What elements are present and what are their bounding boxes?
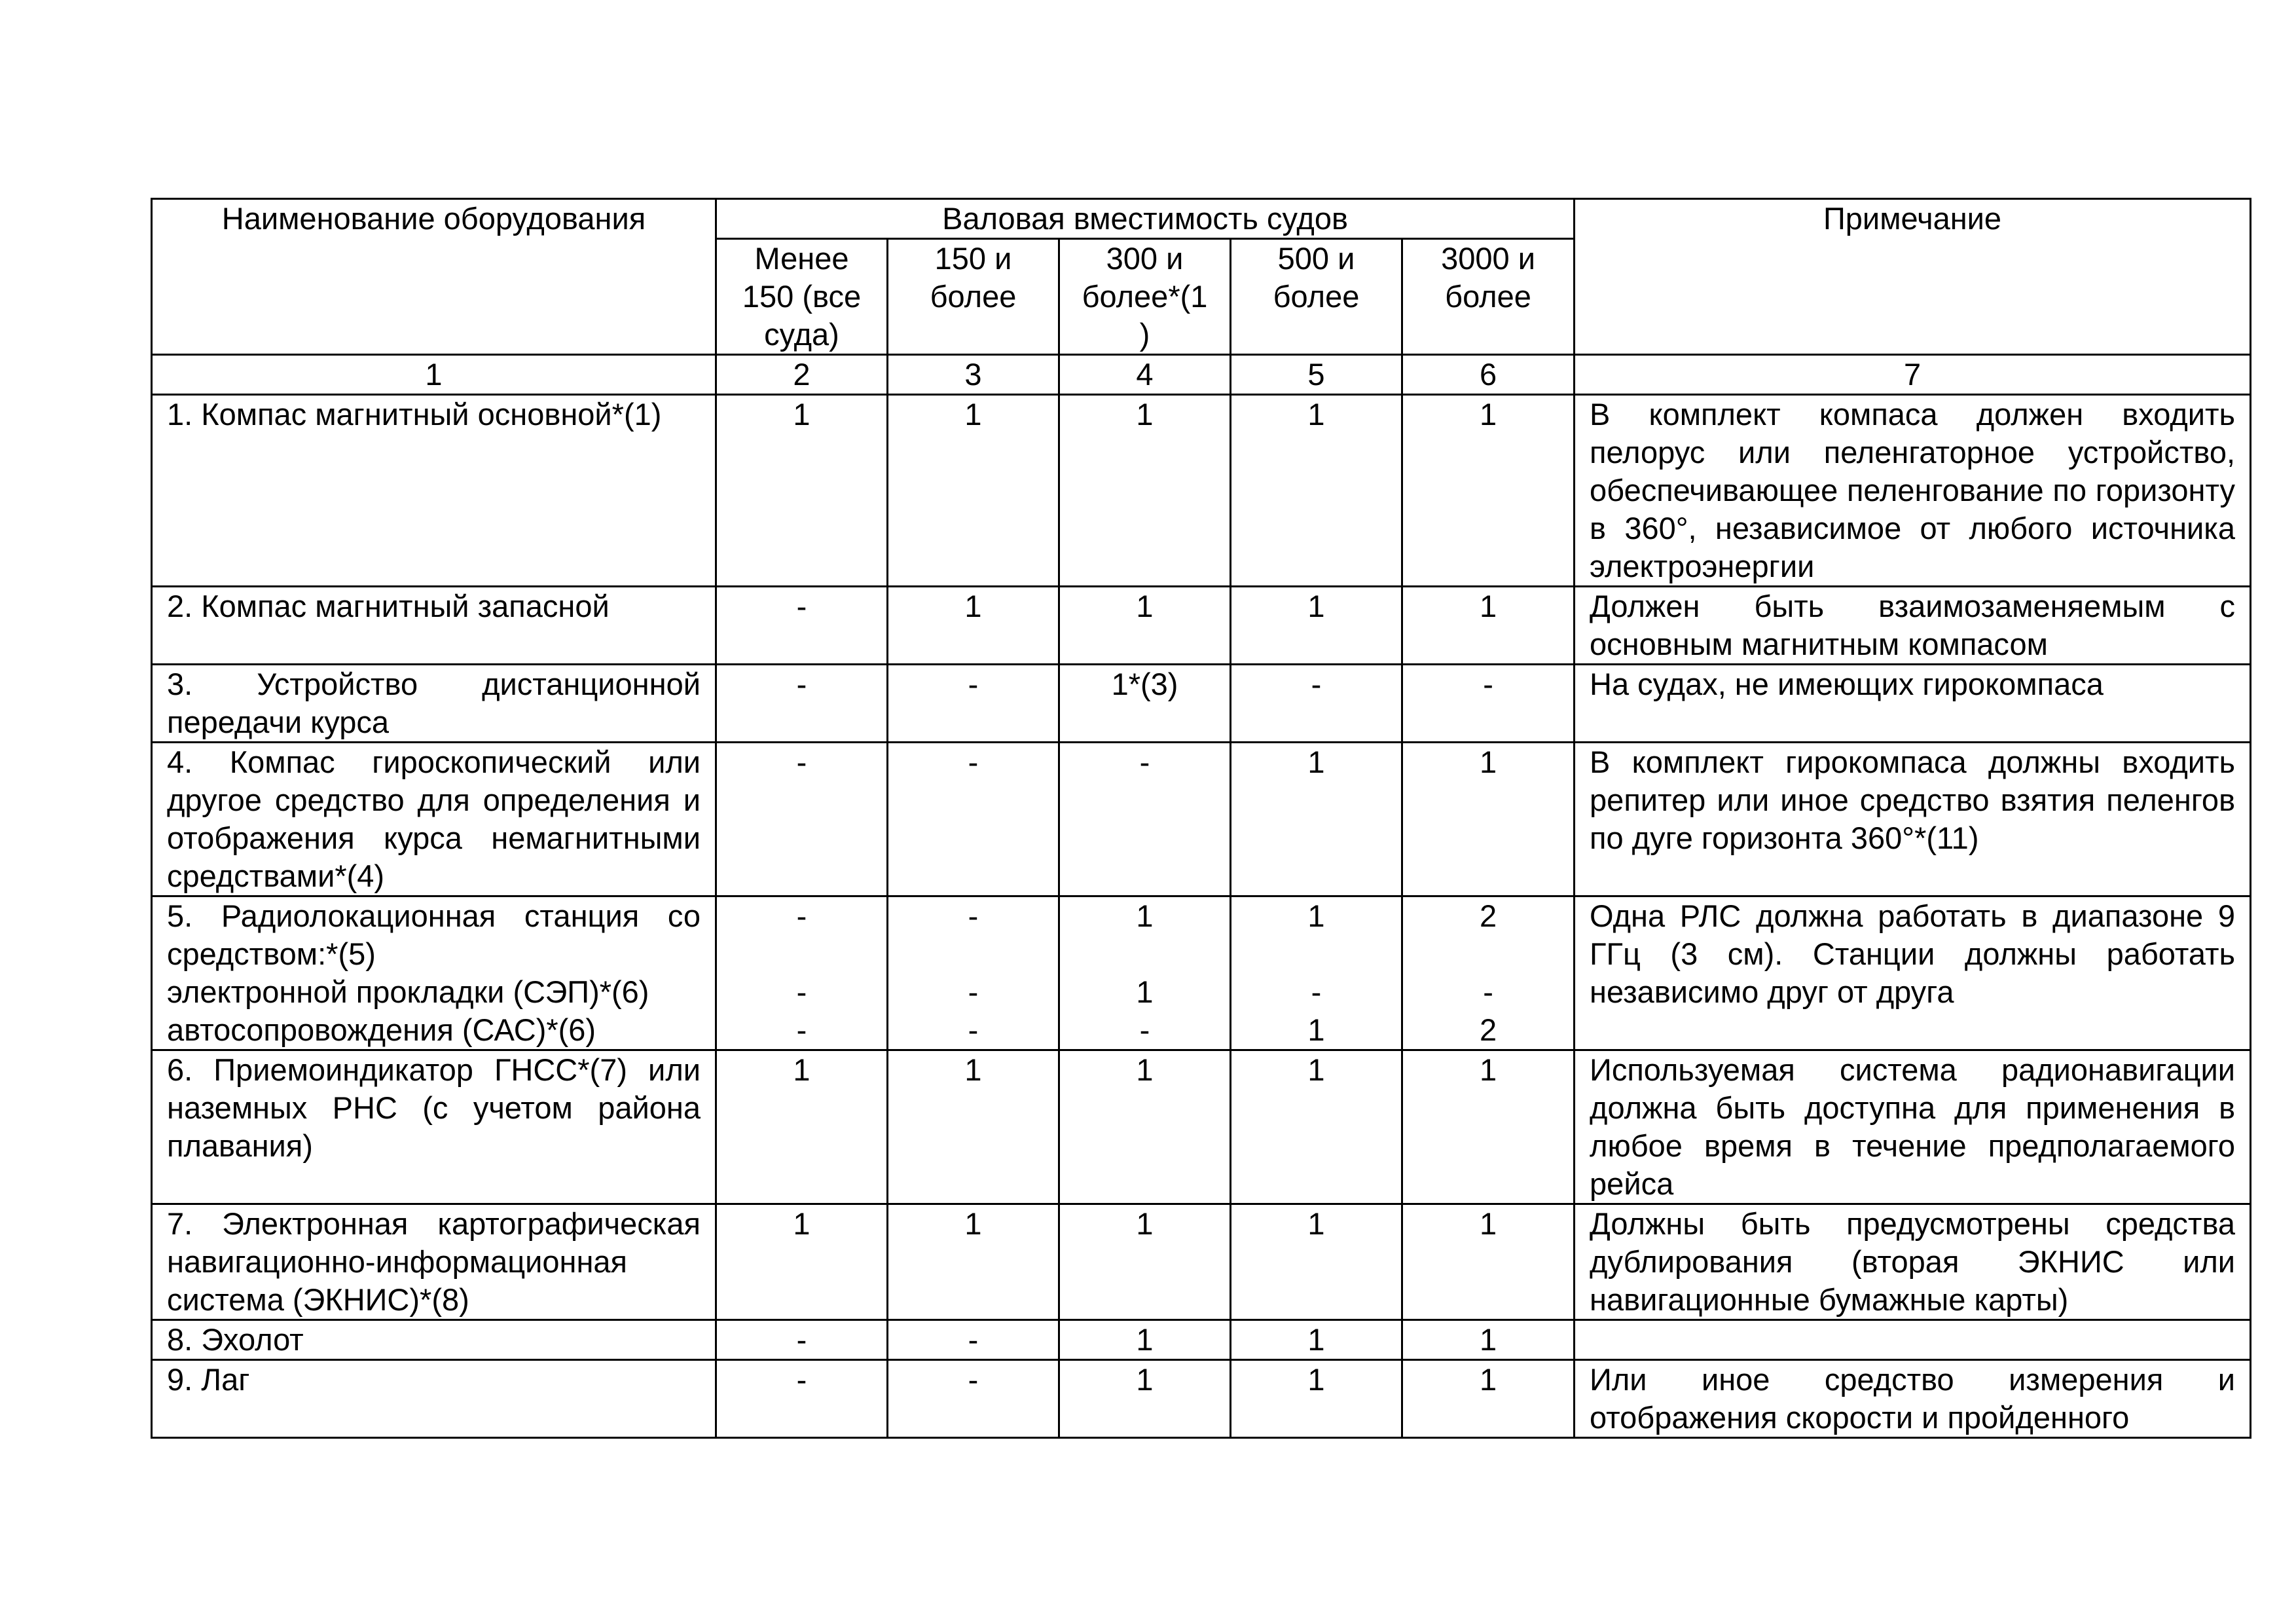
equipment-name: 8. Эхолот [152,1320,716,1360]
value-cell: 1 [1402,395,1575,587]
note-cell: В комплект компаса должен входить пелорус или пеленгаторное устройство, обеспечивающее пеленгование по горизонту в 360°, независимое от любого источника электроэнергии [1575,395,2251,587]
equipment-subitem: автосопровождения (САС)*(6) [167,1012,596,1047]
index-cell: 5 [1231,355,1402,395]
value-cell: 1*(3) [1059,665,1231,743]
table-row [152,1320,2251,1360]
index-cell: 1 [152,355,716,395]
header-tonnage: Валовая вместимость судов [716,199,1575,239]
table-row [152,1050,2251,1204]
value-cell: 1 [716,395,888,587]
value-cell: 1 [1231,1320,1402,1360]
value-cell: 1 [1059,1320,1231,1360]
value-cell: 1 [1402,1320,1575,1360]
value-cell: 1 - 1 [1231,896,1402,1050]
equipment-name: 4. Компас гироскопический или другое средство для определения и отображения курса немагнитными средствами*(4) [152,743,716,896]
value-cell: - [1059,743,1231,896]
value-cell: 1 [1231,1050,1402,1204]
value-cell: 2 - 2 [1402,896,1575,1050]
equipment-name: 1. Компас магнитный основной*(1) [152,395,716,587]
value-cell: 1 [888,395,1059,587]
index-cell: 4 [1059,355,1231,395]
value-cell: 1 [1231,743,1402,896]
note-cell: Или иное средство измерения и отображения скорости и пройденного [1575,1360,2251,1438]
value-cell: 1 [1402,1360,1575,1438]
value-cell: 1 [716,1050,888,1204]
value-cell: 1 [1231,587,1402,665]
index-cell: 2 [716,355,888,395]
value-cell: - [716,743,888,896]
value-cell: 1 [1231,1204,1402,1320]
value-cell: 1 [1059,1050,1231,1204]
table-row [152,587,2251,665]
header-col-lt150: Менее 150 (все суда) [716,239,888,355]
value-cell: - - - [888,896,1059,1050]
note-cell: Используемая система радионавигации должна быть доступна для применения в любое время в течение предполагаемого рейса [1575,1050,2251,1204]
note-cell: В комплект гирокомпаса должны входить репитер или иное средство взятия пеленгов по дуге горизонта 360°*(11) [1575,743,2251,896]
index-cell: 6 [1402,355,1575,395]
value-cell: 1 [888,1204,1059,1320]
header-note: Примечание [1575,199,2251,355]
table-row [152,1204,2251,1320]
value-cell: - [1231,665,1402,743]
table-row [152,395,2251,587]
equipment-name-group [152,896,716,1050]
value-cell: 1 [1059,1360,1231,1438]
value-cell: 1 [888,587,1059,665]
value-cell: - - - [716,896,888,1050]
equipment-name: 2. Компас магнитный запасной [152,587,716,665]
value-cell: - [888,1360,1059,1438]
value-cell: 1 [1402,1204,1575,1320]
header-col-3000: 3000 и более [1402,239,1575,355]
equipment-table [151,198,2251,1439]
index-cell: 7 [1575,355,2251,395]
equipment-name: 6. Приемоиндикатор ГНСС*(7) или наземных РНС (с учетом района плавания) [152,1050,716,1204]
note-cell: На судах, не имеющих гирокомпаса [1575,665,2251,743]
equipment-name: 9. Лаг [152,1360,716,1438]
index-cell: 3 [888,355,1059,395]
note-cell: Должен быть взаимозаменяемым с основным магнитным компасом [1575,587,2251,665]
header-row [152,199,2251,239]
value-cell: 1 [1231,395,1402,587]
value-cell: - [888,1320,1059,1360]
value-cell: - [888,665,1059,743]
value-cell: - [716,1360,888,1438]
value-cell: - [1402,665,1575,743]
table-row [152,743,2251,896]
value-cell: 1 [1059,1204,1231,1320]
value-cell: - [716,1320,888,1360]
table-row [152,665,2251,743]
table-row [152,1360,2251,1438]
value-cell: 1 [888,1050,1059,1204]
value-cell: 1 [1402,1050,1575,1204]
note-cell: Должны быть предусмотрены средства дублирования (вторая ЭКНИС или навигационные бумажные карты) [1575,1204,2251,1320]
value-cell: - [716,587,888,665]
value-cell: 1 [1231,1360,1402,1438]
value-cell: 1 [1059,587,1231,665]
equipment-name: 3. Устройство дистанционной передачи курса [152,665,716,743]
equipment-name: 5. Радиолокационная станция со средством:*(5) [167,898,701,971]
table-row [152,896,2251,1050]
value-cell: - [716,665,888,743]
value-cell: 1 [1059,395,1231,587]
note-cell [1575,1320,2251,1360]
header-name: Наименование оборудования [152,199,716,355]
equipment-name: 7. Электронная картографическая навигационно-информационная система (ЭКНИС)*(8) [152,1204,716,1320]
header-col-150: 150 и более [888,239,1059,355]
note-cell: Одна РЛС должна работать в диапазоне 9 ГГц (3 см). Станции должны работать независимо друг от друга [1575,896,2251,1050]
header-col-500: 500 и более [1231,239,1402,355]
value-cell: - [888,743,1059,896]
value-cell: 1 [1402,743,1575,896]
column-index-row [152,355,2251,395]
equipment-subitem: электронной прокладки (СЭП)*(6) [167,974,649,1009]
value-cell: 1 1 - [1059,896,1231,1050]
value-cell: 1 [716,1204,888,1320]
header-col-300: 300 и более*(1 ) [1059,239,1231,355]
value-cell: 1 [1402,587,1575,665]
